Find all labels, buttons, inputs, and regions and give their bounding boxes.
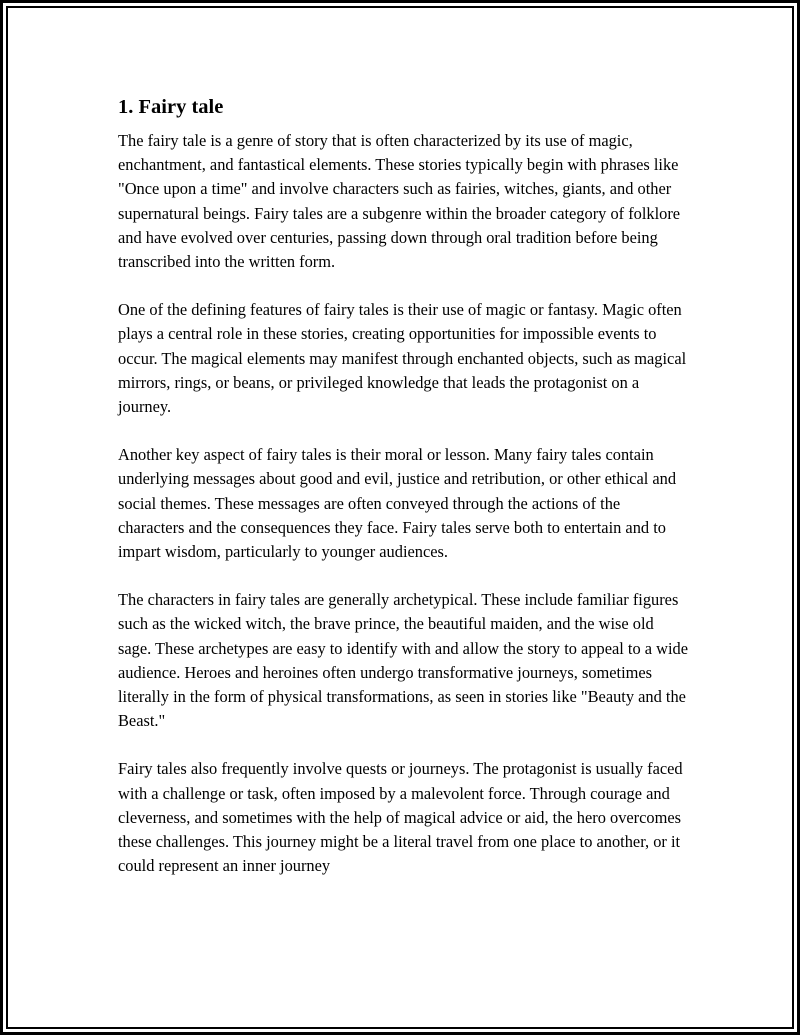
paragraph-3: Another key aspect of fairy tales is their moral or lesson. Many fairy tales contain underlying messages about good and evil, justice and retribution, or other ethical and social themes. These messages are often conveyed through the actions of the characters and the consequences they face. Fairy tales serve both to entertain and to impart wisdom, particularly to younger audiences.: [118, 445, 677, 562]
section-heading: 1. Fairy tale: [118, 96, 224, 118]
paragraph-4: The characters in fairy tales are generally archetypical. These include familiar figures such as the wicked witch, the brave prince, the beautiful maiden, and the wise old sage. These archetypes are easy to identify with and allow the story to appeal to a wide audience. Heroes and heroines often undergo transformative journeys, sometimes literally in the form of physical transformations, as seen in stories like "Beauty and the Beast.": [118, 590, 688, 731]
paragraph-5: Fairy tales also frequently involve quests or journeys. The protagonist is usually faced with a challenge or task, often imposed by a malevolent force. Through courage and cleverness, and sometimes with the help of magical advice or aid, the hero overcomes these challenges. This journey might be a literal travel from one place to another, or it could represent an inner journey: [118, 759, 683, 876]
document-body: [118, 94, 690, 902]
paragraph-1: The fairy tale is a genre of story that is often characterized by its use of magic, enchantment, and fantastical elements. These stories typically begin with phrases like "Once upon a time" and involve characters such as fairies, witches, giants, and other supernatural beings. Fairy tales are a subgenre within the broader category of folklore and have evolved over centuries, passing down through oral tradition before being transcribed into the written form.: [118, 131, 681, 272]
paragraph-2: One of the defining features of fairy tales is their use of magic or fantasy. Magic often plays a central role in these stories, creating opportunities for impossible events to occur. The magical elements may manifest through enchanted objects, such as magical mirrors, rings, or beans, or privileged knowledge that leads the protagonist on a journey.: [118, 300, 687, 417]
